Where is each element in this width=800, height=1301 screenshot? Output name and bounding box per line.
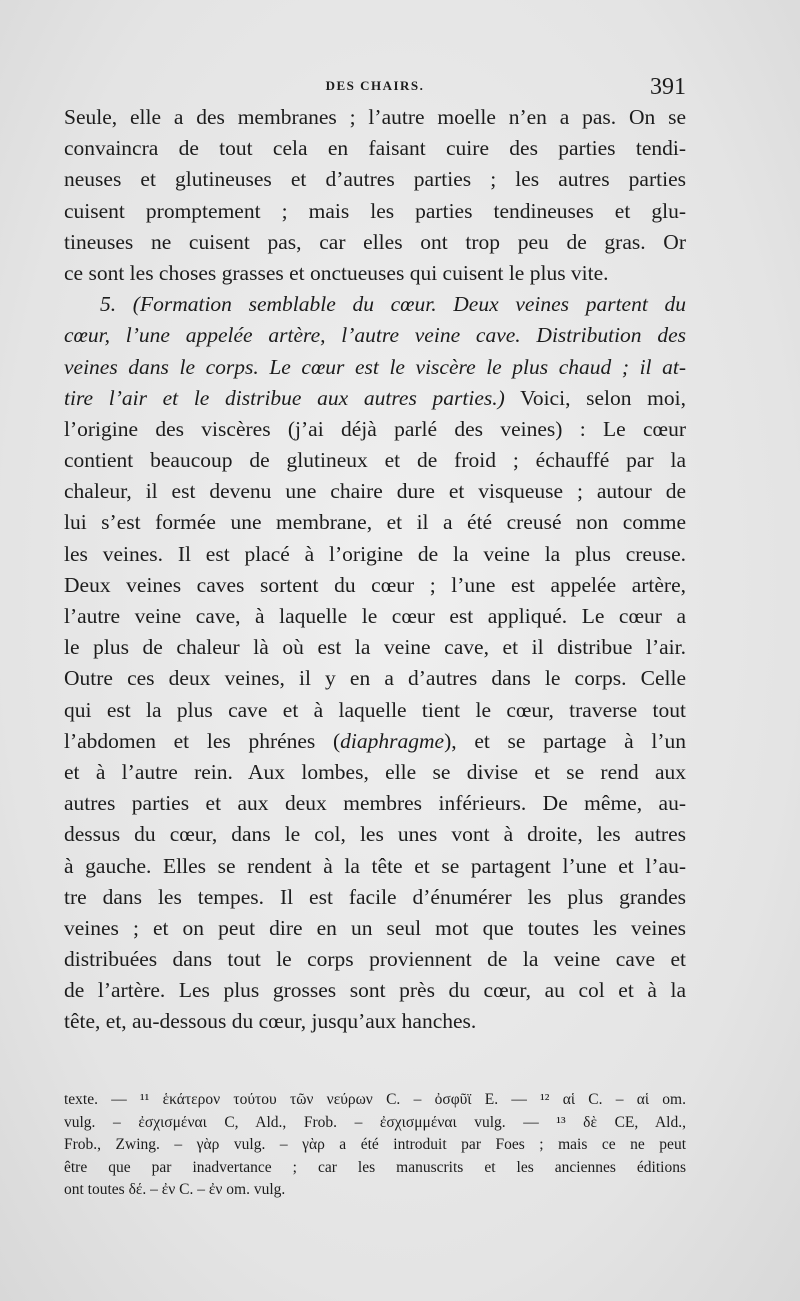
text-line: le plus de chaleur là où est la veine cave, et il distribue l’air.: [64, 635, 686, 660]
text-line: chaleur, il est devenu une chaire dure et visqueuse ; autour de: [64, 479, 686, 504]
footnote-line: vulg. – ἐσχισμέναι C, Ald., Frob. – ἐσχισμμέναι vulg. — ¹³ δὲ CE, Ald.,: [64, 1113, 686, 1131]
text-line: veines ; et on peut dire en un seul mot que toutes les veines: [64, 915, 686, 940]
section-summary-line: veines dans le corps. Le cœur est le viscère le plus chaud ; il at-: [64, 354, 686, 379]
footnote-line: ont toutes δέ. – ἐν C. – ἐν om. vulg.: [64, 1181, 286, 1198]
text-line: Deux veines caves sortent du cœur ; l’une est appelée artère,: [64, 572, 686, 597]
footnote-line: texte. — ¹¹ ἑκάτερον τούτου τῶν νεύρων C. – ὀσφῦϊ E. — ¹² αἱ C. – αἱ om.: [64, 1091, 686, 1108]
text-line: [64, 726, 686, 757]
section-summary-end: tire l’air et le distribue aux autres parties.): [64, 385, 505, 410]
section-summary-line: cœur, l’une appelée artère, l’autre veine cave. Distribution des: [64, 323, 686, 348]
text-line: tineuses ne cuisent pas, car elles ont trop peu de gras. Or: [64, 229, 686, 254]
footnote-line: Frob., Zwing. – γὰρ vulg. – γὰρ a été introduit par Foes ; mais ce ne peut: [64, 1136, 686, 1153]
body-text: [64, 102, 686, 1038]
italic-gloss: diaphragme: [340, 728, 445, 753]
text-line: Seule, elle a des membranes ; l’autre moelle n’en a pas. On se: [64, 105, 686, 129]
text-line: neuses et glutineuses et d’autres parties ; les autres parties: [64, 167, 686, 192]
text-line: dessus du cœur, dans le col, les unes vont à droite, les autres: [64, 822, 686, 847]
text-line: distribuées dans tout le corps proviennent de la veine cave et: [64, 947, 686, 972]
text-line: lui s’est formée une membrane, et il a été creusé non comme: [64, 510, 686, 535]
text-line: autres parties et aux deux membres inférieurs. De même, au-: [64, 791, 686, 816]
text-line: Outre ces deux veines, il y en a d’autres dans le corps. Celle: [64, 666, 686, 691]
footnote-line: être que par inadvertance ; car les manuscrits et les anciennes éditions: [64, 1158, 686, 1176]
text-segment: l’abdomen et les phrénes (: [64, 728, 341, 753]
text-line: ce sont les choses grasses et onctueuses qui cuisent le plus vite.: [64, 260, 609, 285]
section-summary-line: 5. (Formation semblable du cœur. Deux veines partent du: [100, 292, 686, 317]
running-title: DES CHAIRS.: [325, 78, 425, 93]
text-line: tête, et, au-dessous du cœur, jusqu’aux hanches.: [64, 1009, 477, 1034]
text-line: l’origine des viscères (j’ai déjà parlé des veines) : Le cœur: [64, 416, 686, 441]
text-line: et à l’autre rein. Aux lombes, elle se divise et se rend aux: [64, 759, 686, 784]
text-line: à gauche. Elles se rendent à la tête et se partagent l’une et l’au-: [64, 853, 686, 878]
text-line: les veines. Il est placé à l’origine de la veine la plus creuse.: [64, 541, 686, 566]
text-line: de l’artère. Les plus grosses sont près du cœur, au col et à la: [64, 978, 686, 1003]
text-line: convaincra de tout cela en faisant cuire des parties tendi-: [64, 136, 686, 161]
text-line: contient beaucoup de glutineux et de froid ; échauffé par la: [64, 448, 686, 473]
text-line: cuisent promptement ; mais les parties tendineuses et glu-: [64, 198, 686, 223]
running-head: [64, 74, 686, 104]
footnotes: [64, 1089, 686, 1202]
text-segment: ), et se partage à l’un: [444, 728, 686, 753]
text-line: l’autre veine cave, à laquelle le cœur est appliqué. Le cœur a: [64, 604, 686, 628]
text-line: tre dans les tempes. Il est facile d’énumérer les plus grandes: [64, 884, 686, 909]
text-line: qui est la plus cave et à laquelle tient le cœur, traverse tout: [64, 697, 686, 722]
text-segment: Voici, selon moi,: [504, 385, 687, 410]
text-line: [64, 383, 686, 414]
page-number: 391: [650, 74, 686, 100]
